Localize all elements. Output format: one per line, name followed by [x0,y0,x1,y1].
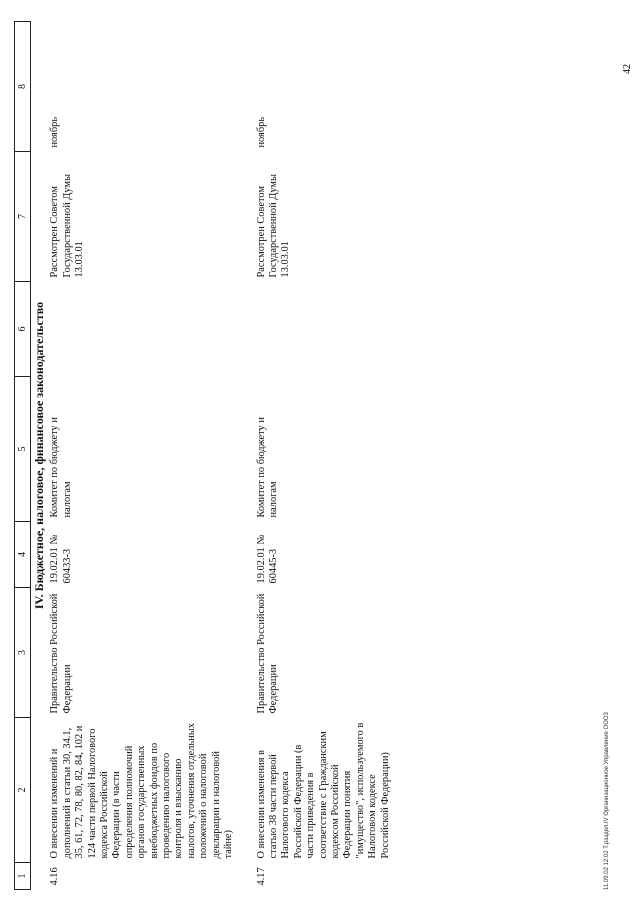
responsible-committee: Комитет по бюджету и налогам [255,417,279,518]
planned-month: ноябрь [49,116,61,148]
responsible-committee: Комитет по бюджету и налогам [49,417,73,518]
column-number: 6 [15,282,31,377]
column-number: 8 [15,22,31,152]
row-number: 4.17 [255,867,267,886]
section-title: IV. Бюджетное, налоговое, финансовое законодательство [32,301,46,610]
column-number: 4 [15,522,31,588]
registration-number: 19.02.01 № 60445-3 [255,534,279,584]
bill-title: О внесении изменений и дополнений в статьи 30, 34.1, 35, 61, 72, 78, 80, 82, 84, 102 и 124 части первой Налогового кодекса Российской Федерации (в части определения полномочий органов государственных внебюджетных фондов по проведению налогового контроля и взысканию налогов, уточнения отдельных положений о налоговой декларации и налоговой тайне) [49,723,235,859]
column-number: 3 [15,588,31,718]
table-row [254,22,394,890]
bill-register-table [14,21,394,890]
column-number-row [15,22,31,890]
page-number: 42 [622,64,633,74]
row-number: 4.16 [49,867,61,886]
bill-author: Правительство Российской Федерации [255,593,279,714]
table-row [47,22,237,890]
print-footer: 11.09.02 12:02 Т.раздел.IV Организационное Управление ООО3 [604,712,610,890]
review-status: Рассмотрен Советом Государственной Думы 13.03.01 [49,174,86,278]
planned-month: ноябрь [255,116,267,148]
row-spacer [238,22,254,890]
column-number: 5 [15,377,31,522]
review-status: Рассмотрен Советом Государственной Думы 13.03.01 [255,174,292,278]
bill-title: О внесении изменения в статью 38 части первой Налогового кодекса Российской Федерации (в части приведения в соответствие с Гражданским кодексом Российской Федерации понятия "имущество", используемого в Налоговом кодексе Российской Федерации) [255,722,391,859]
registration-number: 19.02.01 № 60433-3 [49,534,73,584]
column-number: 2 [15,718,31,863]
column-number: 1 [15,863,31,890]
column-6-cell [254,282,394,377]
column-number: 7 [15,152,31,282]
section-heading-row [31,22,48,890]
bill-author: Правительство Российской Федерации [49,593,73,714]
column-6-cell [47,282,237,377]
rotated-page-content [0,20,620,900]
